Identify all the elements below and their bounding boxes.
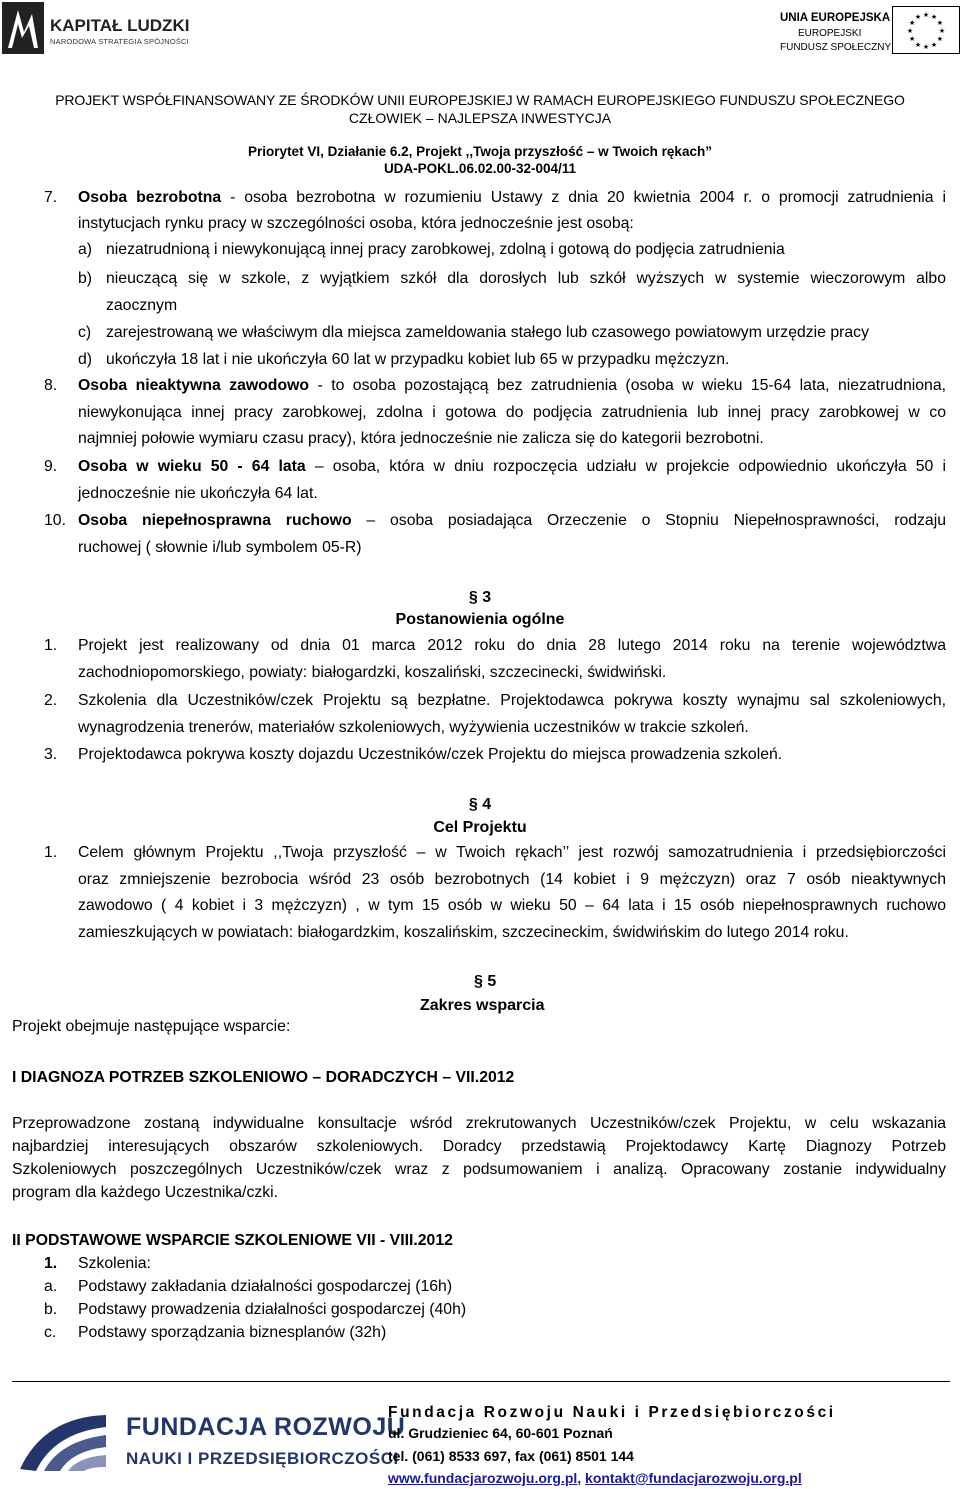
section-5-number: § 5	[474, 973, 497, 990]
def9-line1	[78, 457, 946, 477]
def7-line1-text: - osoba bezrobotna w rozumieniu Ustawy z dnia 20 kwietnia 2004 r. o promocji zatrudnienia i	[221, 189, 946, 206]
def9-line2: jednocześnie nie ukończyła 64 lat.	[78, 485, 318, 502]
s4-item1-number: 1.	[44, 844, 58, 861]
def7-a-label: a)	[78, 241, 93, 258]
eu-star-icon: ★	[936, 36, 944, 43]
s3-item1-line2: zachodniopomorskiego, powiaty: białogardzki, koszaliński, szczecinecki, świdwiński.	[78, 664, 667, 681]
eu-flag-icon	[892, 6, 960, 54]
s5-sub-number: 1.	[44, 1255, 58, 1272]
s5-para1-line3: Szkoleniowych poszczególnych Uczestników/czek wraz z podsumowaniem i analizą. Opracowany zostanie indywidualny	[12, 1161, 946, 1178]
def8-line1	[78, 376, 946, 396]
s5-heading-diagnosis: I DIAGNOZA POTRZEB SZKOLENIOWO – DORADCZYCH – VII.2012	[12, 1069, 515, 1086]
s5-para1-line4: program dla każdego Uczestnika/czki.	[12, 1184, 279, 1201]
footer-links	[388, 1470, 802, 1486]
kapital-ludzki-title: KAPITAŁ LUDZKI	[50, 16, 190, 35]
training-item-label: c.	[44, 1324, 57, 1341]
eu-star-icon: ★	[906, 28, 914, 35]
s3-item1-line1: Projekt jest realizowany od dnia 01 marca 2012 roku do dnia 28 lutego 2014 roku na terenie województwa	[78, 637, 946, 654]
section-sign-icon: §	[468, 589, 478, 606]
s5-para1-line2: najbardziej interesujących obszarów szkoleniowych. Doradcy przedstawią Projektodawcy Kartę Diagnozy Potrzeb	[12, 1138, 946, 1155]
def8-line2: niewykonująca innej pracy zarobkowej, zdolna i gotowa do podjęcia zatrudnienia lub innej pracy zarobkowej w co	[78, 404, 946, 421]
project-number-line: UDA-POKL.06.02.00-32-004/11	[383, 161, 577, 176]
footer-links-separator: ,	[577, 1470, 586, 1486]
footer-email-link[interactable]: kontakt@fundacjarozwoju.org.pl	[585, 1470, 802, 1486]
section-4-number: § 4	[468, 796, 492, 813]
def7-b-text-line2: zaocznym	[106, 297, 178, 314]
section-5-title: Zakres wsparcia	[420, 997, 545, 1014]
def7-line1	[78, 188, 946, 208]
def7-c-label: c)	[78, 324, 92, 341]
kapital-ludzki-logo	[2, 2, 192, 54]
s3-item2-number: 2.	[44, 692, 58, 709]
def9-number: 9.	[44, 458, 58, 475]
eu-logo-line2: EUROPEJSKI	[798, 28, 862, 39]
training-item-label: a.	[44, 1278, 58, 1295]
project-slogan-line: CZŁOWIEK – NAJLEPSZA INWESTYCJA	[348, 110, 612, 126]
eu-logo-line1: UNIA EUROPEJSKA	[780, 12, 891, 24]
s4-item1-line4: zamieszkujących w powiatach: białogardzkim, koszalińskim, szczecineckim, świdwińskim do lutego 2014 roku.	[78, 924, 849, 941]
def7-number: 7.	[44, 189, 58, 206]
def8-number: 8.	[44, 377, 58, 394]
fundacja-logo-line1: FUNDACJA ROZWOJU	[126, 1413, 406, 1441]
eu-star-icon: ★	[914, 14, 922, 22]
training-item: Podstawy prowadzenia działalności gospodarczej (40h)	[78, 1301, 467, 1318]
project-priority-line: Priorytet VI, Działanie 6.2, Projekt ,,Twoja przyszłość – w Twoich rękach”	[248, 144, 712, 159]
eu-logo	[780, 6, 960, 58]
def10-line1	[78, 511, 946, 531]
def7-line2: instytucjach rynku pracy w szczególności osoba, która jednocześnie jest osobą:	[78, 215, 634, 232]
section-sign-icon: §	[468, 796, 478, 813]
fundacja-logo-line2: NAUKI I PRZEDSIĘBIORCZOŚCI	[126, 1449, 399, 1468]
eu-star-icon: ★	[938, 28, 946, 35]
s3-item3-line1: Projektodawca pokrywa koszty dojazdu Uczestników/czek Projektu do miejsca prowadzenia szkoleń.	[78, 746, 783, 763]
s3-item2-line2: wynagrodzenia trenerów, materiałów szkoleniowych, wyżywienia uczestników w trakcie szkoleń.	[78, 719, 749, 736]
footer-phone: tel. (061) 8533 697, fax (061) 8501 144	[388, 1448, 634, 1464]
def9-line1-text: – osoba, która w dniu rozpoczęcia udziału w projekcie odpowiednio ukończyła 50 i	[305, 458, 946, 475]
eu-star-icon: ★	[908, 20, 916, 27]
def8-term: Osoba nieaktywna zawodowo	[78, 377, 310, 394]
eu-logo-line3: FUNDUSZ SPOŁECZNY	[780, 42, 892, 53]
s5-intro: Projekt obejmuje następujące wsparcie:	[12, 1018, 291, 1035]
footer-divider	[12, 1381, 950, 1382]
def10-term: Osoba niepełnosprawna ruchowo	[78, 512, 352, 529]
def10-number: 10.	[44, 512, 66, 529]
fundacja-logo-icon	[14, 1407, 112, 1477]
section-3-number: § 3	[468, 589, 492, 606]
s4-item1-line3: zawodowo ( 4 kobiet i 3 mężczyzn) , w tym 15 osób w wieku 50 – 64 lata i 15 osób niepełnosprawnych ruchowo	[78, 897, 946, 914]
training-item-label: b.	[44, 1301, 58, 1318]
section-sign-icon: §	[474, 973, 483, 990]
def7-a-text: niezatrudnioną i niewykonującą innej pracy zarobkowej, zdolną i gotową do podjęcia zatrudnienia	[106, 241, 785, 258]
kapital-ludzki-emblem-icon	[2, 2, 44, 54]
s3-item3-number: 3.	[44, 746, 58, 763]
project-cofinancing-line: PROJEKT WSPÓŁFINANSOWANY ZE ŚRODKÓW UNII EUROPEJSKIEJ W RAMACH EUROPEJSKIEGO FUNDUSZU SPOŁECZNEGO	[55, 92, 905, 108]
s3-item2-line1: Szkolenia dla Uczestników/czek Projektu są bezpłatne. Projektodawca pokrywa koszty wynajmu sal szkoleniowych,	[78, 692, 946, 709]
s5-heading-training: II PODSTAWOWE WSPARCIE SZKOLENIOWE VII - VIII.2012	[12, 1232, 453, 1249]
eu-star-icon: ★	[908, 36, 916, 43]
s3-item1-number: 1.	[44, 637, 58, 654]
def7-b-text-line1: nieuczącą się w szkole, z wyjątkiem szkół dla dorosłych lub szkół wyższych w systemie wieczorowym albo	[106, 270, 946, 287]
def10-line1-text: – osoba posiadająca Orzeczenie o Stopniu Niepełnosprawności, rodzaju	[351, 512, 947, 529]
def8-line3: najmniej połowie wymiaru czasu pracy), która jednocześnie nie zalicza się do kategorii bezrobotni.	[78, 430, 764, 447]
footer-address: ul. Grudzieniec 64, 60-601 Poznań	[388, 1425, 613, 1441]
def7-term: Osoba bezrobotna	[78, 189, 222, 206]
section-3-title: Postanowienia ogólne	[395, 611, 565, 628]
training-item: Podstawy zakładania działalności gospodarczej (16h)	[78, 1278, 453, 1295]
def7-c-text: zarejestrowaną we właściwym dla miejsca zameldowania stałego lub czasowego powiatowym urzędzie pracy	[106, 324, 869, 341]
kapital-ludzki-subtitle: NARODOWA STRATEGIA SPÓJNOŚCI	[50, 37, 189, 46]
s5-para1-line1: Przeprowadzone zostaną indywidualne konsultacje wśród zrekrutowanych Uczestników/czek Projektu, w celu wskazania	[12, 1115, 946, 1132]
def8-line1-text: - to osoba pozostającą bez zatrudnienia (osoba w wieku 15-64 lata, niezatrudniona,	[309, 377, 946, 394]
eu-star-icon: ★	[930, 14, 938, 22]
def7-b-label: b)	[78, 270, 93, 287]
def9-term: Osoba w wieku 50 - 64 lata	[78, 458, 306, 475]
s4-item1-line1: Celem głównym Projektu ,,Twoja przyszłość – w Twoich rękach’’ jest rozwój samozatrudnienia i przedsiębiorczości	[78, 844, 946, 861]
training-item: Podstawy sporządzania biznesplanów (32h)	[78, 1324, 387, 1341]
eu-star-icon: ★	[922, 12, 930, 19]
fundacja-logo	[14, 1405, 406, 1481]
footer-website-link[interactable]: www.fundacjarozwoju.org.pl	[388, 1470, 578, 1486]
eu-star-icon: ★	[930, 41, 938, 49]
s5-sub-label: Szkolenia:	[78, 1255, 151, 1272]
def7-d-label: d)	[78, 351, 93, 368]
eu-star-icon: ★	[914, 41, 922, 49]
eu-star-icon: ★	[936, 20, 944, 27]
footer-org-name: Fundacja Rozwoju Nauki i Przedsiębiorczości	[388, 1404, 836, 1421]
s4-item1-line2: oraz zmniejszenie bezrobocia wśród 23 osób bezrobotnych (14 kobiet i 9 mężczyzn) oraz 7 osób nieaktywnych	[78, 871, 946, 888]
section-4-title: Cel Projektu	[433, 819, 527, 836]
def7-d-text: ukończyła 18 lat i nie ukończyła 60 lat w przypadku kobiet lub 65 w przypadku mężczyzn.	[106, 351, 730, 368]
eu-star-icon: ★	[922, 44, 930, 51]
def10-line2: ruchowej ( słownie i/lub symbolem 05-R)	[78, 539, 362, 556]
